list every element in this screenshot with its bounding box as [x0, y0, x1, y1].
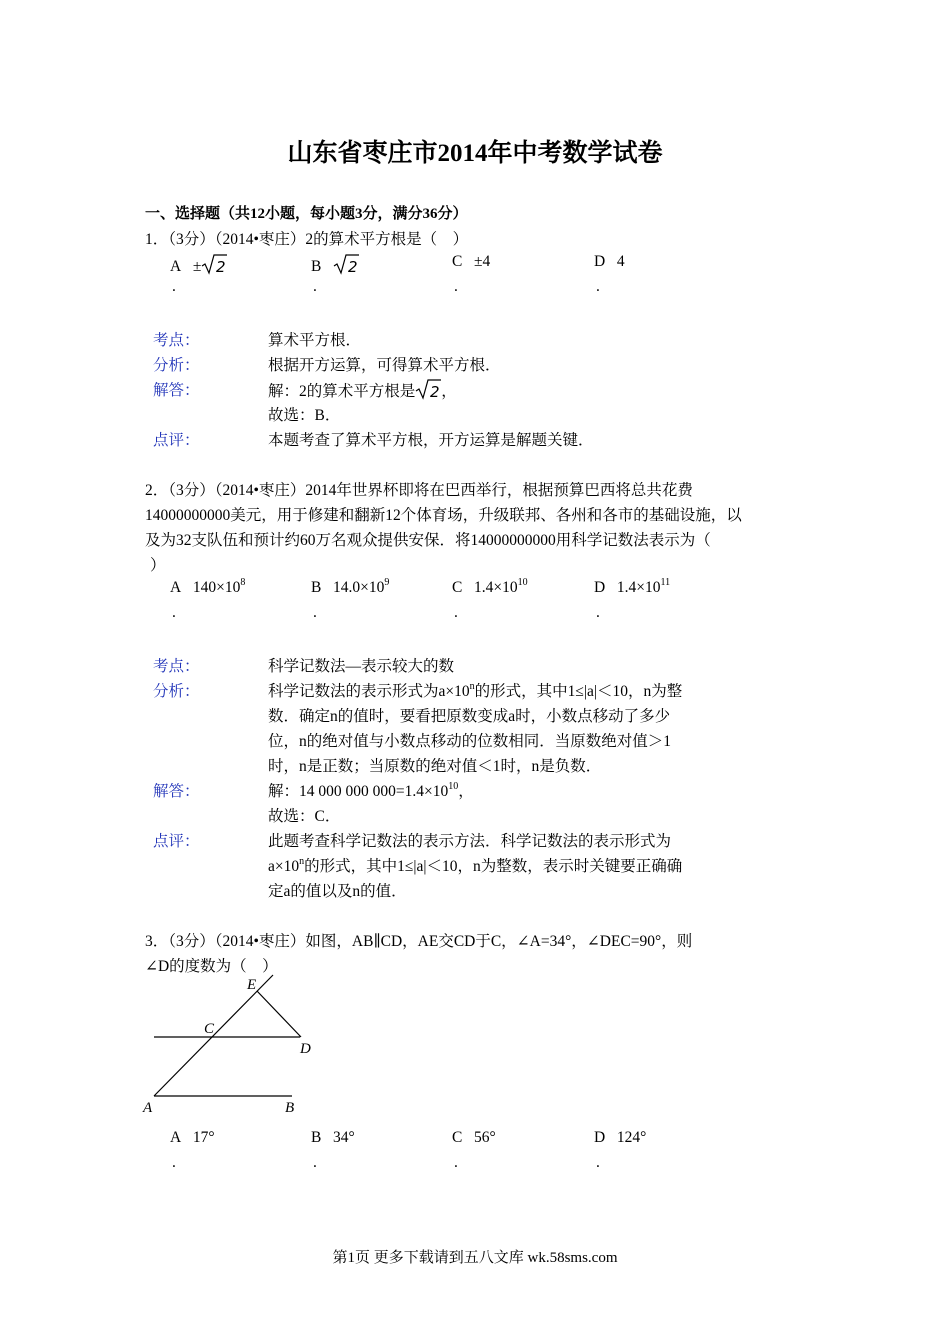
- option-exponent: 9: [384, 577, 390, 588]
- fenxi-exponent: n: [469, 681, 475, 692]
- label-e: E: [247, 977, 257, 993]
- option-text: ±: [192, 258, 202, 275]
- sqrt-2-icon: [333, 253, 359, 275]
- dianping-label: 点评：: [153, 432, 200, 449]
- option-dot: .: [454, 278, 458, 295]
- fenxi-line: 位，n的绝对值与小数点移动的位数相同．当原数绝对值＞1: [268, 733, 672, 750]
- option-dot: .: [596, 604, 600, 621]
- q1-option-c[interactable]: [452, 253, 490, 271]
- option-text: 140×10: [192, 579, 241, 596]
- dianping-line: 定a的值以及n的值．: [268, 883, 407, 900]
- q2-stem-line: 及为32支队伍和预计约60万名观众提供安保．将14000000000用科学记数法表示为（: [145, 532, 711, 549]
- option-letter: A: [170, 579, 182, 596]
- option-exponent: 10: [517, 577, 528, 588]
- q3-stem-line: ∠D的度数为（ ）: [145, 958, 278, 975]
- option-letter: D: [594, 1129, 606, 1146]
- option-dot: .: [172, 1154, 176, 1171]
- q1-option-d[interactable]: [594, 253, 625, 271]
- q2-option-d[interactable]: [594, 579, 670, 597]
- jieda-exponent: 10: [448, 781, 459, 792]
- svg-text:2: 2: [216, 258, 226, 275]
- label-b: B: [285, 1100, 295, 1116]
- dianping-label: 点评：: [153, 833, 200, 850]
- option-dot: .: [172, 604, 176, 621]
- section-heading: 一、选择题（共12小题，每小题3分，满分36分）: [145, 206, 468, 222]
- q2-stem-line: 2．（3分）（2014•枣庄）2014年世界杯即将在巴西举行，根据预算巴西将总共花费: [145, 482, 693, 499]
- option-exponent: 11: [660, 577, 671, 588]
- fenxi-line: [268, 679, 682, 701]
- jieda-part: ，: [458, 783, 474, 800]
- option-letter: D: [594, 579, 606, 596]
- sqrt-2-icon: [201, 253, 227, 275]
- geometry-figure: [140, 972, 340, 1122]
- fenxi-line: 数．确定n的值时，要看把原数变成a时，小数点移动了多少: [268, 708, 671, 725]
- q3-stem-line: 3．（3分）（2014•枣庄）如图，AB∥CD，AE交CD于C，∠A=34°，∠DEC=90°，则: [145, 933, 693, 950]
- option-text: 14.0×10: [332, 579, 385, 596]
- dianping-line: 此题考查科学记数法的表示方法．科学记数法的表示形式为: [268, 833, 672, 850]
- fenxi-part: 科学记数法的表示形式为a×10: [268, 683, 470, 700]
- q2-stem-line: ）: [150, 557, 166, 574]
- kaodian-text: 科学记数法—表示较大的数: [268, 658, 455, 675]
- kaodian-text: 算术平方根．: [268, 332, 362, 349]
- option-dot: .: [172, 278, 176, 295]
- jieda-text: [268, 779, 474, 801]
- option-text: 56°: [473, 1129, 496, 1146]
- q3-option-d[interactable]: [594, 1129, 646, 1147]
- jieda-part: 解：14 000 000 000=1.4×10: [268, 783, 449, 800]
- page-title: 山东省枣庄市2014年中考数学试卷: [287, 140, 663, 167]
- dianping-text: 本题考查了算术平方根，开方运算是解题关键．: [268, 432, 594, 449]
- option-dot: .: [454, 604, 458, 621]
- option-text: 1.4×10: [616, 579, 661, 596]
- option-dot: .: [313, 1154, 317, 1171]
- fenxi-text: 根据开方运算，可得算术平方根．: [268, 357, 501, 374]
- sqrt-2-icon: [415, 378, 441, 400]
- option-letter: A: [170, 1129, 182, 1146]
- fenxi-part: 的形式，其中1≤|a|＜10，n为整: [474, 683, 683, 700]
- option-text: 4: [616, 253, 625, 270]
- option-letter: C: [452, 1129, 463, 1146]
- option-letter: B: [311, 258, 322, 275]
- q3-option-c[interactable]: [452, 1129, 496, 1147]
- option-dot: .: [313, 278, 317, 295]
- q3-option-b[interactable]: [311, 1129, 355, 1147]
- option-letter: C: [452, 579, 463, 596]
- fenxi-line: 时，n是正数；当原数的绝对值＜1时，n是负数．: [268, 758, 602, 775]
- svg-text:2: 2: [430, 383, 440, 400]
- option-text: 124°: [616, 1129, 647, 1146]
- option-dot: .: [454, 1154, 458, 1171]
- option-letter: A: [170, 258, 182, 275]
- option-dot: .: [596, 278, 600, 295]
- label-d: D: [300, 1041, 311, 1057]
- jieda-part: 解：2的算术平方根是: [268, 383, 416, 400]
- option-text: 17°: [192, 1129, 215, 1146]
- jieda-label: 解答：: [153, 382, 200, 399]
- q1-option-a[interactable]: [170, 253, 227, 276]
- q2-option-c[interactable]: [452, 579, 528, 597]
- kaodian-label: 考点：: [153, 658, 200, 675]
- dianping-part: 的形式，其中1≤|a|＜10，n为整数，表示时关键要正确确: [304, 858, 683, 875]
- page-footer: 第1页 更多下载请到五八文库 wk.58sms.com: [332, 1250, 618, 1266]
- kaodian-label: 考点：: [153, 332, 200, 349]
- option-text: 34°: [332, 1129, 355, 1146]
- svg-text:2: 2: [347, 258, 358, 275]
- option-dot: .: [596, 1154, 600, 1171]
- dianping-exponent: n: [299, 856, 305, 867]
- q2-option-b[interactable]: [311, 579, 389, 597]
- option-dot: .: [313, 604, 317, 621]
- dianping-line: [268, 854, 682, 876]
- option-text: 1.4×10: [473, 579, 518, 596]
- option-letter: B: [311, 1129, 322, 1146]
- fenxi-label: 分析：: [153, 357, 200, 374]
- q1-option-b[interactable]: [311, 253, 359, 276]
- option-letter: C: [452, 253, 463, 270]
- jieda-part: ，: [441, 383, 457, 400]
- jieda-label: 解答：: [153, 783, 200, 800]
- option-letter: D: [594, 253, 606, 270]
- q2-option-a[interactable]: [170, 579, 245, 597]
- option-exponent: 8: [240, 577, 246, 588]
- q2-stem-line: 14000000000美元，用于修建和翻新12个体育场，升级联邦、各州和各市的基础设施，以: [145, 507, 742, 524]
- q1-stem: 1．（3分）（2014•枣庄）2的算术平方根是（ ）: [145, 231, 469, 248]
- label-c: C: [204, 1021, 215, 1037]
- jieda-text: [268, 378, 457, 401]
- line-ed: [257, 991, 301, 1037]
- q3-option-a[interactable]: [170, 1129, 215, 1147]
- fenxi-label: 分析：: [153, 683, 200, 700]
- label-a: A: [143, 1100, 153, 1116]
- jieda-choice: 故选：C．: [268, 808, 341, 825]
- dianping-part: a×10: [268, 858, 300, 875]
- jieda-choice: 故选：B．: [268, 407, 341, 424]
- option-letter: B: [311, 579, 322, 596]
- option-text: ±4: [473, 253, 491, 270]
